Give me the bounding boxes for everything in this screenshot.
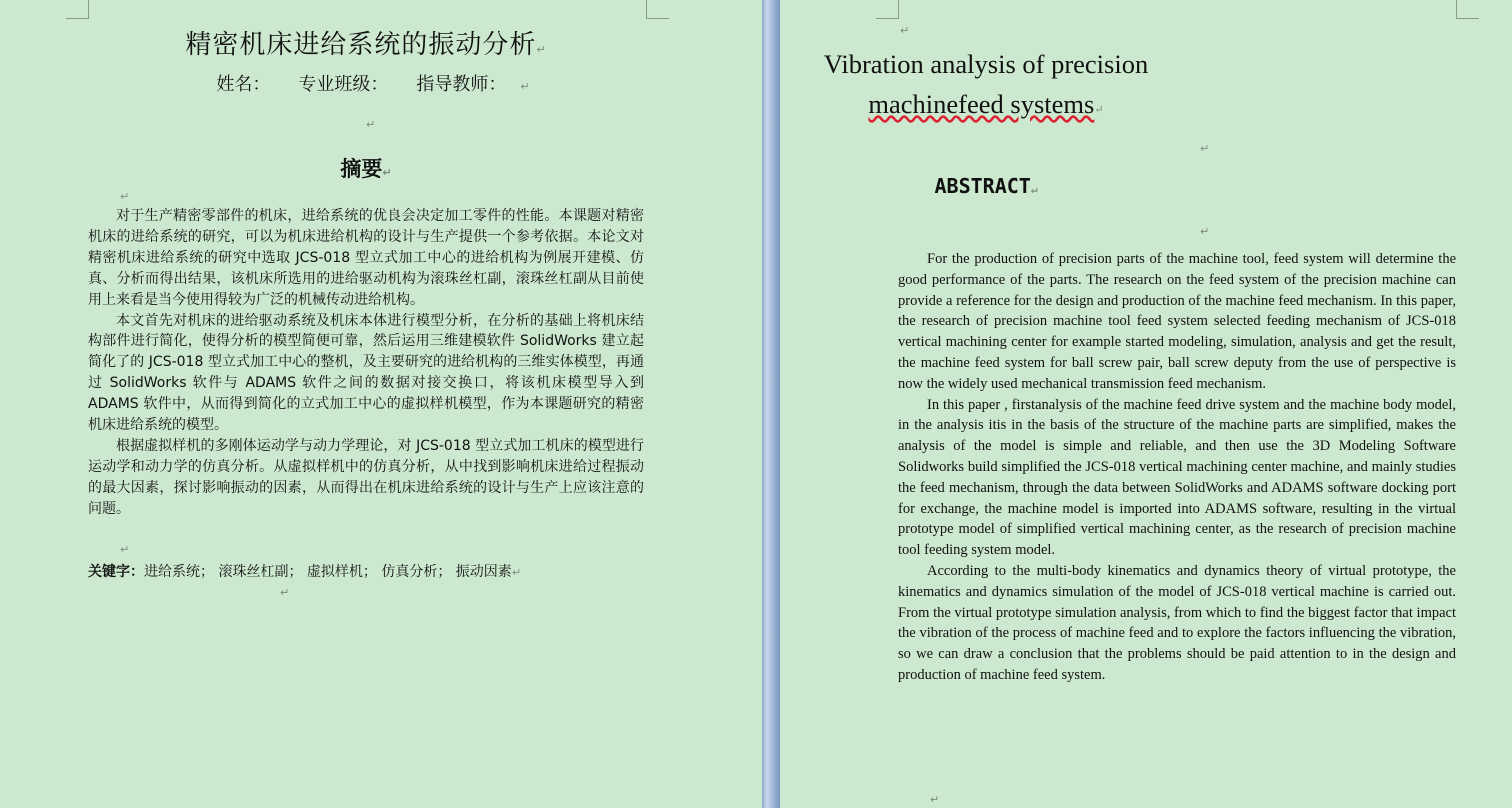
page-corner-mark (66, 0, 89, 19)
paragraph-mark: ↵ (280, 586, 290, 599)
advisor-label: 指导教师： (416, 74, 507, 95)
page-corner-mark (876, 0, 899, 19)
cn-abstract-body (88, 206, 644, 520)
en-title: Vibration analysis of precision machinefeed systems↵ (560, 44, 1412, 130)
cn-paragraph-2: 本文首先对机床的进给驱动系统及机床本体进行模型分析，在分析的基础上将机床结构部件进行简化，使得分析的模型简便可靠，然后运用三维建模软件 SolidWorks 建立起简化了的 JCS-018 型立式加工中心的整机，及主要研究的进给机构的三维实体模型，再通过 SolidWorks 软件与 ADAMS 软件之间的数据对接交换口，将该机床模型导入到 ADAMS 软件中，从而得到简化的立式加工中心的虚拟样机模型，作为本课题研究的精密机床进给系统的模型。 (88, 312, 644, 434)
paragraph-mark: ↵ (1200, 142, 1210, 155)
cn-abstract-heading: 摘要↵ (340, 157, 392, 181)
paragraph-mark: ↵ (900, 24, 910, 37)
cn-paragraph-1: 对于生产精密零部件的机床，进给系统的优良会决定加工零件的性能。本课题对精密机床的进给系统的研究，可以为机床进给机构的设计与生产提供一个参考依据。本论文对精密机床进给系统的研究中选取 JCS-018 型立式加工中心的进给机构为例展开建模、仿真、分析而得出结果，该机床所选用的进给驱动机构为滚珠丝杠副，滚珠丝杠副从目前使用上来看是当今使用得较为广泛的机械传动进给机构。 (88, 208, 644, 308)
en-title-line-2: machinefeed systems (868, 89, 1095, 119)
paragraph-mark: ↵ (120, 190, 130, 203)
paragraph-mark: ↵ (366, 118, 376, 131)
page-corner-mark (646, 0, 669, 19)
en-paragraph-2: In this paper , firstanalysis of the machine feed drive system and the machine body model, in the analysis itis in the basis of the structure of the machine parts are simplified, makes the analysis of the model is simple and reliable, and then use the 3D Modeling Software Solidworks build simplified the JCS-018 vertical machining center machine, and mainly studies the feed mechanism, through the data between SolidWorks and ADAMS software docking port for exchange, the machine model is imported into ADAMS software, resulting in the virtual prototype model of simplified vertical machining center, as the research of precision machine tool feeding system model. (898, 396, 1456, 559)
en-abstract-body (898, 249, 1456, 686)
class-label: 专业班级： (298, 74, 389, 95)
paragraph-mark: ↵ (930, 793, 940, 806)
name-label: 姓名： (216, 74, 271, 95)
cn-keywords: 关键字：进给系统； 滚珠丝杠副； 虚拟样机； 仿真分析； 振动因素↵ (88, 564, 522, 580)
paragraph-mark: ↵ (1200, 225, 1210, 238)
paragraph-mark: ↵ (120, 543, 130, 556)
keywords-text: 进给系统； 滚珠丝杠副； 虚拟样机； 仿真分析； 振动因素 (144, 564, 512, 580)
en-paragraph-3: According to the multi-body kinematics and dynamics theory of virtual prototype, the kinematics and dynamics simulation of the model of JCS-018 vertical machine is carried out. From the virtual prototype simulation analysis, from which to find the biggest factor that impact the vibration of the process of machine feed and to explore the factors influencing the vibration, so we can draw a conclusion that the problems should be paid attention to in the design and production of machine feed system. (898, 562, 1456, 683)
page-corner-mark (1456, 0, 1479, 19)
cn-paragraph-3: 根据虚拟样机的多刚体运动学与动力学理论，对 JCS-018 型立式加工机床的模型进行运动学和动力学的仿真分析。从虚拟样机中的仿真分析，从中找到影响机床进给过程振动的最大因素，探讨影响振动的因素，从而得出在机床进给系统的设计与生产上应该注意的问题。 (88, 437, 644, 517)
cn-meta-line: 姓名： 专业班级： 指导教师： ↵ (216, 74, 530, 95)
cn-title: 精密机床进给系统的振动分析↵ (185, 30, 547, 60)
en-title-line-1: Vibration analysis of precision (823, 49, 1149, 79)
keywords-label: 关键字： (88, 564, 144, 580)
en-abstract-heading: ABSTRACT↵ (934, 174, 1038, 198)
english-page (780, 0, 1512, 808)
en-paragraph-1: For the production of precision parts of the machine tool, feed system will determine the good performance of the parts. The research on the feed system of the precision machine can provide a reference for the design and production of the machine feed mechanism. In this paper, the research of precision machine tool feed system selected feeding mechanism of JCS-018 vertical machining center for example started modeling, simulation, analysis and get the result, the machine feed system for ball screw pair, ball screw deputy from the use of perspective is now the widely used mechanical transmission feed mechanism. (898, 251, 1456, 392)
